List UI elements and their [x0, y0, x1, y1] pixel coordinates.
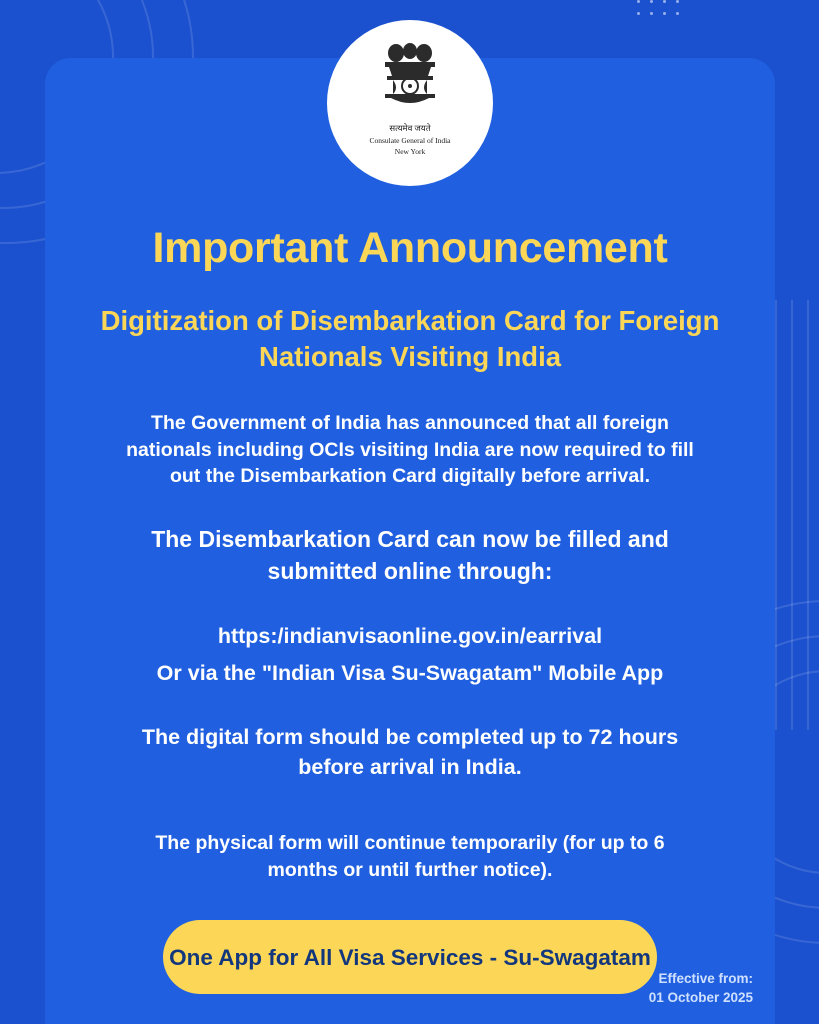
paragraph-2: The Disembarkation Card can now be filled and submitted online through: — [151, 526, 669, 585]
dot-grid-top-right — [637, 0, 689, 24]
announcement-card — [45, 58, 775, 1024]
effective-from-label: Effective from: — [658, 970, 753, 986]
emblem-motto: सत्यमेव जयते — [389, 123, 431, 133]
emblem-org-line2: New York — [394, 147, 426, 157]
online-links — [79, 622, 741, 689]
paragraph-3: The digital form should be completed up to 72 hours before arrival in India. — [141, 725, 679, 779]
effective-from-note — [649, 969, 753, 1008]
emblem-badge — [327, 20, 493, 186]
paragraph-1: The Government of India has announced that all foreign nationals including OCIs visiting India are now required to fill out the Disembarkation Card digitally before arrival. — [126, 411, 694, 488]
page-subtitle: Digitization of Disembarkation Card for Foreign Nationals Visiting India — [100, 305, 720, 373]
earrival-url[interactable]: https:/indianvisaonline.gov.in/earrival — [217, 623, 603, 648]
emblem-org-line1: Consulate General of India — [369, 136, 451, 145]
mobile-app-line: Or via the "Indian Visa Su-Swagatam" Mobile App — [156, 661, 664, 686]
su-swagatam-cta-button[interactable]: One App for All Visa Services - Su-Swagatam — [163, 920, 657, 994]
india-state-emblem-icon — [371, 36, 449, 122]
paragraph-4: The physical form will continue temporarily (for up to 6 months or until further notice). — [155, 832, 665, 882]
page-title: Important Announcement — [152, 224, 668, 272]
effective-from-date: 01 October 2025 — [648, 990, 753, 1006]
